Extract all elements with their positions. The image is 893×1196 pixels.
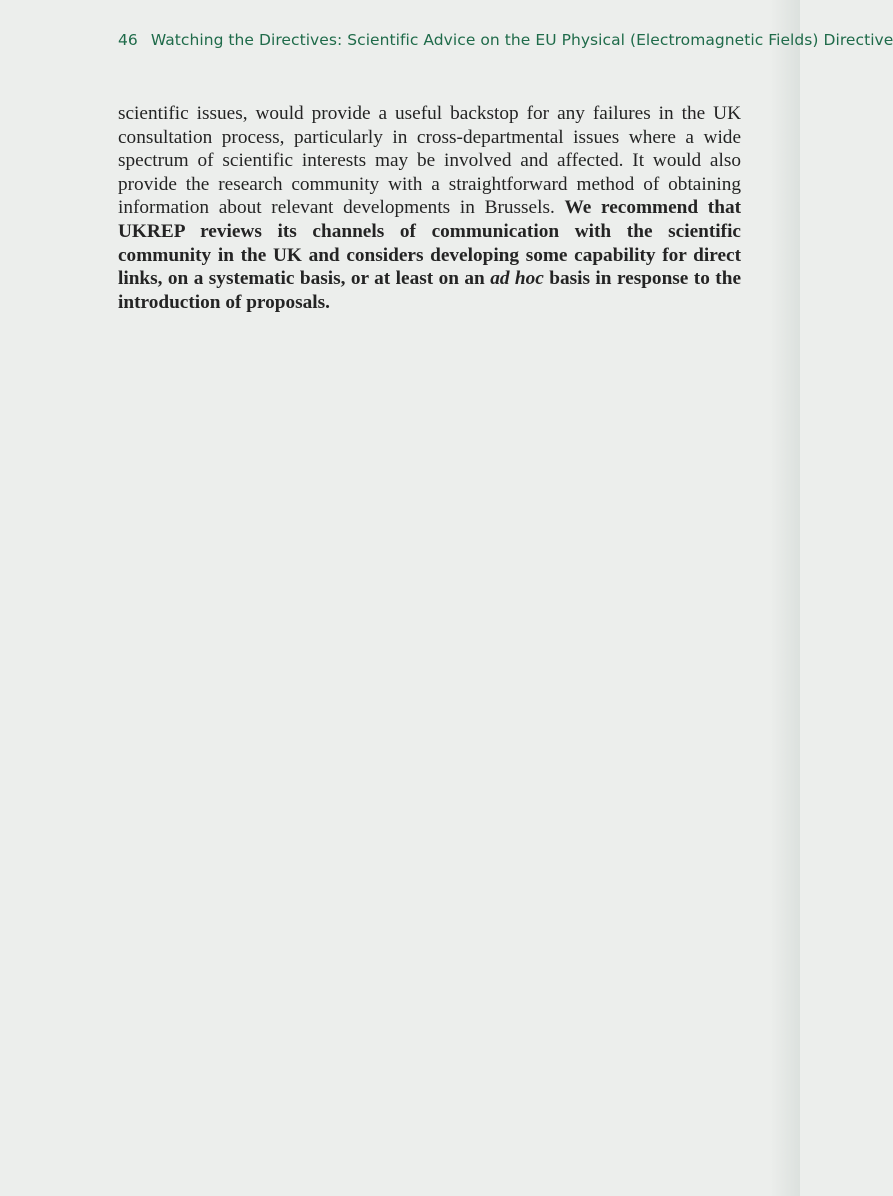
page-number: 46 bbox=[118, 31, 138, 49]
body-paragraph bbox=[118, 102, 741, 314]
recommendation-italic: ad hoc bbox=[490, 268, 544, 290]
paragraph-text: scientific issues, would provide a useful backstop for any failures in the UK consultation process, particularly in cross-departmental issues where a wide spectrum of scientific interests may be involved and affected. It would also provide the research community with a straightforward method of obtaining information about relevant developments in Brussels. bbox=[118, 103, 741, 219]
recommendation-part1: We recommend that UKREP reviews its channels of communication with the scientific community in the UK and considers developing some capability for direct links, on a systematic basis, or at least on an bbox=[118, 197, 741, 290]
recommendation-part2: basis in response to the introduction of proposals. bbox=[118, 268, 741, 313]
running-header bbox=[118, 31, 893, 49]
running-title: Watching the Directives: Scientific Advice on the EU Physical (Electromagnetic Fields) Directive bbox=[150, 31, 893, 49]
